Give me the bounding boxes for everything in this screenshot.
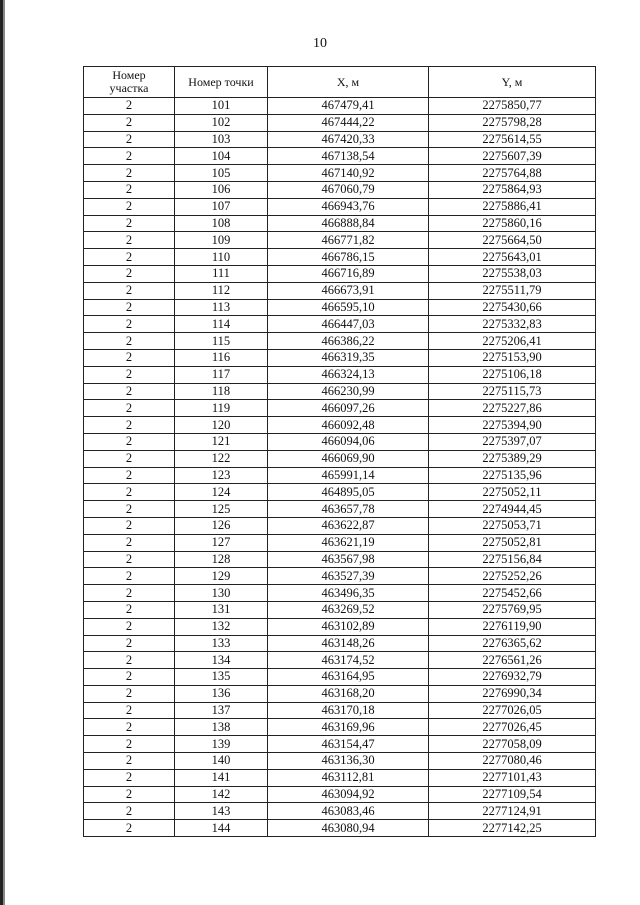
cell-point: 137	[175, 702, 268, 719]
table-row	[84, 551, 596, 568]
cell-point: 123	[175, 467, 268, 484]
cell-x: 467138,54	[268, 148, 429, 165]
table-row	[84, 786, 596, 803]
table-row	[84, 265, 596, 282]
table-row	[84, 165, 596, 182]
cell-x: 463102,89	[268, 618, 429, 635]
table-row	[84, 669, 596, 686]
table-row	[84, 534, 596, 551]
cell-x: 463168,20	[268, 685, 429, 702]
cell-x: 463496,35	[268, 585, 429, 602]
table-row	[84, 114, 596, 131]
cell-y: 2275052,11	[429, 484, 596, 501]
cell-point: 115	[175, 333, 268, 350]
cell-y: 2275764,88	[429, 165, 596, 182]
table-row	[84, 719, 596, 736]
cell-x: 466595,10	[268, 299, 429, 316]
cell-x: 465991,14	[268, 467, 429, 484]
cell-y: 2277026,45	[429, 719, 596, 736]
cell-point: 138	[175, 719, 268, 736]
cell-point: 110	[175, 249, 268, 266]
cell-parcel: 2	[84, 618, 175, 635]
cell-parcel: 2	[84, 484, 175, 501]
cell-y: 2275860,16	[429, 215, 596, 232]
cell-parcel: 2	[84, 702, 175, 719]
cell-parcel: 2	[84, 265, 175, 282]
cell-y: 2277124,91	[429, 803, 596, 820]
cell-y: 2275607,39	[429, 148, 596, 165]
cell-y: 2275206,41	[429, 333, 596, 350]
cell-point: 108	[175, 215, 268, 232]
cell-parcel: 2	[84, 400, 175, 417]
cell-parcel: 2	[84, 450, 175, 467]
cell-point: 143	[175, 803, 268, 820]
cell-point: 128	[175, 551, 268, 568]
cell-x: 467140,92	[268, 165, 429, 182]
cell-x: 464895,05	[268, 484, 429, 501]
cell-y: 2276932,79	[429, 669, 596, 686]
cell-point: 125	[175, 501, 268, 518]
cell-parcel: 2	[84, 652, 175, 669]
cell-parcel: 2	[84, 383, 175, 400]
cell-x: 463094,92	[268, 786, 429, 803]
table-body	[84, 98, 596, 837]
cell-parcel: 2	[84, 467, 175, 484]
cell-x: 467479,41	[268, 98, 429, 115]
cell-y: 2275115,73	[429, 383, 596, 400]
cell-parcel: 2	[84, 803, 175, 820]
cell-point: 101	[175, 98, 268, 115]
cell-point: 107	[175, 198, 268, 215]
cell-point: 109	[175, 232, 268, 249]
cell-parcel: 2	[84, 601, 175, 618]
table-row	[84, 366, 596, 383]
table-row	[84, 450, 596, 467]
cell-y: 2277080,46	[429, 753, 596, 770]
cell-y: 2275886,41	[429, 198, 596, 215]
cell-point: 127	[175, 534, 268, 551]
cell-y: 2275053,71	[429, 517, 596, 534]
cell-y: 2275135,96	[429, 467, 596, 484]
cell-x: 466943,76	[268, 198, 429, 215]
cell-y: 2275538,03	[429, 265, 596, 282]
cell-point: 102	[175, 114, 268, 131]
cell-y: 2275052,81	[429, 534, 596, 551]
cell-parcel: 2	[84, 786, 175, 803]
cell-parcel: 2	[84, 417, 175, 434]
cell-parcel: 2	[84, 232, 175, 249]
table-row	[84, 131, 596, 148]
cell-parcel: 2	[84, 753, 175, 770]
table-row	[84, 736, 596, 753]
table-row	[84, 249, 596, 266]
cell-point: 142	[175, 786, 268, 803]
cell-point: 117	[175, 366, 268, 383]
table-row	[84, 181, 596, 198]
cell-point: 122	[175, 450, 268, 467]
cell-parcel: 2	[84, 249, 175, 266]
cell-y: 2275153,90	[429, 349, 596, 366]
cell-parcel: 2	[84, 148, 175, 165]
table-row	[84, 769, 596, 786]
cell-parcel: 2	[84, 366, 175, 383]
cell-x: 466888,84	[268, 215, 429, 232]
cell-point: 121	[175, 433, 268, 450]
table-row	[84, 484, 596, 501]
cell-x: 466069,90	[268, 450, 429, 467]
cell-point: 133	[175, 635, 268, 652]
table-row	[84, 98, 596, 115]
cell-x: 463169,96	[268, 719, 429, 736]
cell-y: 2275394,90	[429, 417, 596, 434]
table-row	[84, 517, 596, 534]
cell-y: 2277058,09	[429, 736, 596, 753]
cell-point: 103	[175, 131, 268, 148]
cell-x: 463148,26	[268, 635, 429, 652]
cell-x: 466230,99	[268, 383, 429, 400]
table-row	[84, 467, 596, 484]
cell-y: 2276119,90	[429, 618, 596, 635]
cell-x: 463136,30	[268, 753, 429, 770]
cell-x: 463622,87	[268, 517, 429, 534]
cell-parcel: 2	[84, 131, 175, 148]
cell-parcel: 2	[84, 316, 175, 333]
cell-y: 2275452,66	[429, 585, 596, 602]
cell-parcel: 2	[84, 585, 175, 602]
cell-point: 119	[175, 400, 268, 417]
cell-x: 466386,22	[268, 333, 429, 350]
cell-parcel: 2	[84, 114, 175, 131]
cell-y: 2277142,25	[429, 820, 596, 837]
cell-y: 2275332,83	[429, 316, 596, 333]
cell-x: 463154,47	[268, 736, 429, 753]
cell-x: 466716,89	[268, 265, 429, 282]
table-row	[84, 635, 596, 652]
cell-x: 467420,33	[268, 131, 429, 148]
cell-parcel: 2	[84, 719, 175, 736]
cell-parcel: 2	[84, 198, 175, 215]
cell-y: 2275430,66	[429, 299, 596, 316]
table-row	[84, 198, 596, 215]
cell-y: 2276365,62	[429, 635, 596, 652]
cell-x: 466094,06	[268, 433, 429, 450]
cell-parcel: 2	[84, 299, 175, 316]
cell-parcel: 2	[84, 551, 175, 568]
coordinates-table	[83, 66, 596, 837]
cell-x: 463269,52	[268, 601, 429, 618]
cell-point: 131	[175, 601, 268, 618]
cell-y: 2275156,84	[429, 551, 596, 568]
cell-point: 130	[175, 585, 268, 602]
cell-point: 116	[175, 349, 268, 366]
table-row	[84, 349, 596, 366]
cell-y: 2275798,28	[429, 114, 596, 131]
cell-parcel: 2	[84, 215, 175, 232]
cell-parcel: 2	[84, 181, 175, 198]
cell-x: 463527,39	[268, 568, 429, 585]
cell-point: 114	[175, 316, 268, 333]
cell-parcel: 2	[84, 736, 175, 753]
cell-y: 2275511,79	[429, 282, 596, 299]
cell-point: 141	[175, 769, 268, 786]
cell-y: 2275252,26	[429, 568, 596, 585]
cell-y: 2274944,45	[429, 501, 596, 518]
cell-x: 466673,91	[268, 282, 429, 299]
cell-parcel: 2	[84, 568, 175, 585]
cell-y: 2275850,77	[429, 98, 596, 115]
scan-edge-shadow	[3, 0, 5, 905]
cell-x: 463080,94	[268, 820, 429, 837]
cell-y: 2275227,86	[429, 400, 596, 417]
cell-y: 2276561,26	[429, 652, 596, 669]
table-row	[84, 618, 596, 635]
cell-x: 466092,48	[268, 417, 429, 434]
cell-y: 2275397,07	[429, 433, 596, 450]
cell-x: 466771,82	[268, 232, 429, 249]
cell-x: 463112,81	[268, 769, 429, 786]
cell-parcel: 2	[84, 820, 175, 837]
cell-point: 144	[175, 820, 268, 837]
cell-parcel: 2	[84, 769, 175, 786]
cell-y: 2276990,34	[429, 685, 596, 702]
cell-x: 463567,98	[268, 551, 429, 568]
cell-parcel: 2	[84, 534, 175, 551]
cell-x: 467060,79	[268, 181, 429, 198]
cell-y: 2275643,01	[429, 249, 596, 266]
table-row	[84, 400, 596, 417]
header-point-number: Номер точки	[175, 67, 268, 98]
cell-x: 463164,95	[268, 669, 429, 686]
table-row	[84, 333, 596, 350]
cell-point: 129	[175, 568, 268, 585]
table-row	[84, 215, 596, 232]
table-row	[84, 601, 596, 618]
cell-parcel: 2	[84, 635, 175, 652]
table-row	[84, 282, 596, 299]
cell-parcel: 2	[84, 517, 175, 534]
cell-parcel: 2	[84, 501, 175, 518]
table-row	[84, 148, 596, 165]
cell-point: 112	[175, 282, 268, 299]
header-parcel-number: Номер участка	[84, 67, 175, 98]
table-row	[84, 753, 596, 770]
cell-parcel: 2	[84, 98, 175, 115]
cell-x: 463174,52	[268, 652, 429, 669]
cell-x: 467444,22	[268, 114, 429, 131]
cell-parcel: 2	[84, 165, 175, 182]
cell-point: 111	[175, 265, 268, 282]
cell-x: 466447,03	[268, 316, 429, 333]
table-row	[84, 685, 596, 702]
cell-x: 463657,78	[268, 501, 429, 518]
cell-y: 2275614,55	[429, 131, 596, 148]
table-row	[84, 702, 596, 719]
cell-y: 2277026,05	[429, 702, 596, 719]
cell-point: 105	[175, 165, 268, 182]
table-row	[84, 585, 596, 602]
cell-x: 466319,35	[268, 349, 429, 366]
cell-point: 104	[175, 148, 268, 165]
table-row	[84, 433, 596, 450]
cell-point: 134	[175, 652, 268, 669]
table-row	[84, 232, 596, 249]
table-row	[84, 299, 596, 316]
cell-x: 463170,18	[268, 702, 429, 719]
table-row	[84, 501, 596, 518]
table-row	[84, 568, 596, 585]
page-number: 10	[313, 36, 327, 51]
cell-y: 2275106,18	[429, 366, 596, 383]
cell-parcel: 2	[84, 349, 175, 366]
cell-y: 2275389,29	[429, 450, 596, 467]
header-y: Y, м	[429, 67, 596, 98]
cell-point: 118	[175, 383, 268, 400]
table-row	[84, 820, 596, 837]
cell-x: 466324,13	[268, 366, 429, 383]
cell-point: 124	[175, 484, 268, 501]
cell-point: 139	[175, 736, 268, 753]
table-row	[84, 417, 596, 434]
table-row	[84, 803, 596, 820]
cell-point: 106	[175, 181, 268, 198]
cell-y: 2277109,54	[429, 786, 596, 803]
cell-parcel: 2	[84, 433, 175, 450]
cell-parcel: 2	[84, 282, 175, 299]
header-x: X, м	[268, 67, 429, 98]
cell-point: 120	[175, 417, 268, 434]
cell-parcel: 2	[84, 685, 175, 702]
cell-y: 2275664,50	[429, 232, 596, 249]
table-row	[84, 383, 596, 400]
table-header-row	[84, 67, 596, 98]
cell-x: 463083,46	[268, 803, 429, 820]
cell-x: 466097,26	[268, 400, 429, 417]
cell-parcel: 2	[84, 669, 175, 686]
cell-x: 466786,15	[268, 249, 429, 266]
cell-y: 2275769,95	[429, 601, 596, 618]
cell-x: 463621,19	[268, 534, 429, 551]
cell-y: 2277101,43	[429, 769, 596, 786]
cell-y: 2275864,93	[429, 181, 596, 198]
cell-parcel: 2	[84, 333, 175, 350]
cell-point: 135	[175, 669, 268, 686]
table-row	[84, 652, 596, 669]
cell-point: 136	[175, 685, 268, 702]
cell-point: 140	[175, 753, 268, 770]
cell-point: 132	[175, 618, 268, 635]
cell-point: 126	[175, 517, 268, 534]
cell-point: 113	[175, 299, 268, 316]
table-row	[84, 316, 596, 333]
